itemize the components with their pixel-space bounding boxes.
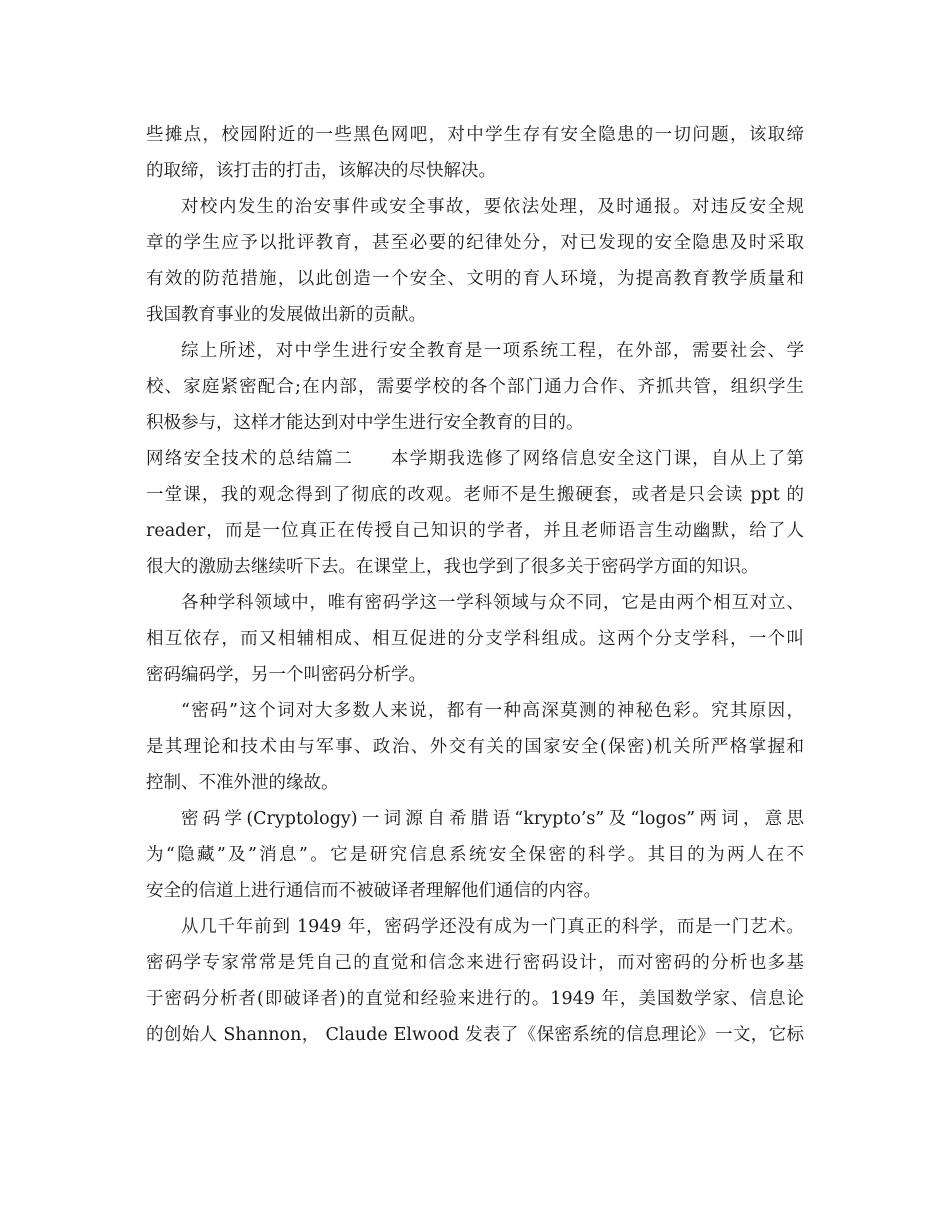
- text-line: 些摊点，校园附近的一些黑色网吧，对中学生存有安全隐患的一切问题，该取缔: [146, 125, 804, 145]
- text-line: 章的学生应予以批评教育，甚至必要的纪律处分，对已发现的安全隐患及时采取: [146, 233, 804, 253]
- text-line: 的取缔，该打击的打击，该解决的尽快解决。: [146, 161, 496, 181]
- text-line: 一堂课，我的观念得到了彻底的改观。老师不是生搬硬套，或者是只会读 ppt 的: [146, 485, 804, 505]
- text-line: 安全的信道上进行通信而不被破译者理解他们通信的内容。: [146, 881, 601, 901]
- text-line: 为“隐藏”及”消息”。它是研究信息系统安全保密的科学。其目的为两人在不: [146, 845, 804, 865]
- text-line: 对校内发生的治安事件或安全事故，要依法处理，及时通报。对违反安全规: [181, 197, 804, 217]
- text-line: 很大的激励去继续听下去。在课堂上，我也学到了很多关于密码学方面的知识。: [146, 557, 759, 577]
- text-line: 密码学(Cryptology)一词源自希腊语“krypto’s”及“logos”两词，意思: [181, 809, 804, 829]
- text-line: 控制、不准外泄的缘故。: [146, 773, 339, 793]
- text-line: “密码”这个词对大多数人来说，都有一种高深莫测的神秘色彩。究其原因，: [181, 701, 804, 721]
- text-line: 相互依存，而又相辅相成、相互促进的分支学科组成。这两个分支学科，一个叫: [146, 629, 804, 649]
- text-line: 的创始人 Shannon， Claude Elwood 发表了《保密系统的信息理论》一文，它标: [146, 1025, 804, 1045]
- text-line: 网络安全技术的总结篇二 本学期我选修了网络信息安全这门课，自从上了第: [146, 449, 804, 469]
- text-line: 于密码分析者(即破译者)的直觉和经验来进行的。1949 年，美国数学家、信息论: [146, 989, 804, 1009]
- document-body: [146, 117, 804, 1053]
- text-line: 我国教育事业的发展做出新的贡献。: [146, 305, 426, 325]
- text-line: 是其理论和技术由与军事、政治、外交有关的国家安全(保密)机关所严格掌握和: [146, 737, 804, 757]
- text-line: 密码编码学，另一个叫密码分析学。: [146, 665, 426, 685]
- text-line: 综上所述，对中学生进行安全教育是一项系统工程，在外部，需要社会、学: [181, 341, 804, 361]
- text-line: 从几千年前到 1949 年，密码学还没有成为一门真正的科学，而是一门艺术。: [181, 917, 804, 937]
- text-line: 校、家庭紧密配合;在内部，需要学校的各个部门通力合作、齐抓共管，组织学生: [146, 377, 804, 397]
- text-line: 积极参与，这样才能达到对中学生进行安全教育的目的。: [146, 413, 584, 433]
- text-line: reader，而是一位真正在传授自己知识的学者，并且老师语言生动幽默，给了人: [146, 521, 804, 541]
- text-line: 密码学专家常常是凭自己的直觉和信念来进行密码设计，而对密码的分析也多基: [146, 953, 804, 973]
- text-line: 有效的防范措施，以此创造一个安全、文明的育人环境，为提高教育教学质量和: [146, 269, 804, 289]
- text-line: 各种学科领域中，唯有密码学这一学科领域与众不同，它是由两个相互对立、: [181, 593, 804, 613]
